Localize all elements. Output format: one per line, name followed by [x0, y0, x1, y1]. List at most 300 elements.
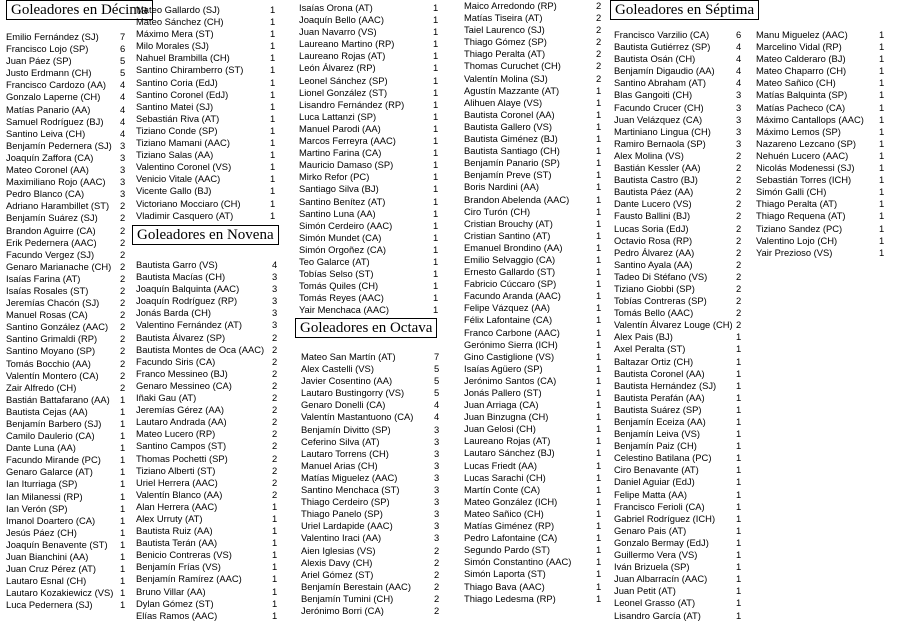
goal-count: 1 [596, 169, 602, 181]
scorer-row [136, 428, 278, 440]
player-name: Luca Pedernera (SJ) [6, 599, 93, 611]
player-name: Santino Coria (EdJ) [136, 76, 218, 88]
player-name: Bruno Villar (AA) [136, 585, 206, 597]
goal-count: 1 [736, 536, 742, 548]
scorer-row [6, 225, 126, 237]
goal-count: 2 [272, 428, 278, 440]
scorer-row [299, 135, 439, 147]
scorer-row [464, 290, 604, 302]
scorer-row [6, 370, 126, 382]
player-name: Nicolás Modenessi (SJ) [756, 162, 855, 174]
scorer-row [614, 319, 744, 331]
scorer-row [299, 75, 439, 87]
scorer-row [614, 537, 744, 549]
player-name: Bautista Osán (CH) [614, 53, 696, 65]
goal-count: 1 [596, 568, 602, 580]
scorer-row [6, 237, 126, 249]
scorer-row [6, 31, 126, 43]
player-name: Juan Páez (SP) [6, 55, 72, 67]
goal-count: 1 [120, 575, 126, 587]
scorer-row [614, 597, 744, 609]
scorer-row [614, 114, 744, 126]
scorer-row [614, 404, 744, 416]
goal-count: 2 [736, 246, 742, 258]
player-name: Ian Milanessi (RP) [6, 490, 83, 502]
scorer-row [756, 102, 886, 114]
scorer-row [301, 387, 441, 399]
goal-count: 4 [736, 53, 742, 65]
goal-count: 1 [736, 524, 742, 536]
goal-count: 1 [433, 195, 439, 207]
player-name: Venicio Vitale (AAC) [136, 173, 221, 185]
player-name: Genaro Marianache (CH) [6, 260, 112, 272]
player-name: Mateo Coronel (AA) [6, 164, 89, 176]
player-name: Facundo Crucer (CH) [614, 101, 704, 113]
player-name: Bautista Garro (VS) [136, 259, 218, 270]
player-name: Santino Chiramberro (ST) [136, 64, 244, 76]
goal-count: 2 [120, 357, 126, 369]
goal-count: 1 [736, 597, 742, 609]
scorer-row [614, 89, 744, 101]
scorer-row [299, 38, 439, 50]
player-name: Valentino Coronel (VS) [136, 161, 232, 173]
scorer-row [301, 557, 441, 569]
player-name: Jerónimo Borri (CA) [301, 604, 384, 616]
player-name: Manuel Arias (CH) [301, 459, 378, 471]
scorer-row [756, 174, 886, 186]
goal-count: 1 [433, 14, 439, 26]
scorer-row [301, 460, 441, 472]
goal-count: 5 [434, 387, 440, 399]
goal-count: 1 [433, 231, 439, 243]
player-name: Cristian Brouchy (AT) [464, 217, 553, 229]
goal-count: 3 [434, 520, 440, 532]
scorer-row [136, 392, 278, 404]
goal-count: 1 [596, 592, 602, 604]
player-name: Santino Campos (ST) [136, 440, 227, 452]
player-name: Valentino Lojo (CH) [756, 234, 838, 246]
scorer-row [301, 472, 441, 484]
scorer-row [464, 508, 604, 520]
player-name: Juan Albarracín (AAC) [614, 573, 708, 585]
goal-count: 3 [120, 176, 126, 188]
goal-count: 1 [736, 609, 742, 621]
player-name: Juan Arriaga (CA) [464, 399, 539, 411]
scorer-row [464, 12, 604, 24]
scorer-row [6, 104, 126, 116]
player-name: Guillermo Vera (VS) [614, 549, 698, 561]
player-name: León Álvarez (RP) [299, 62, 376, 74]
player-name: Santino Coronel (EdJ) [136, 88, 229, 100]
goal-count: 2 [736, 270, 742, 282]
goal-count: 1 [272, 597, 278, 609]
player-name: Ariel Gómez (ST) [301, 568, 374, 580]
scorer-row [614, 138, 744, 150]
goal-count: 1 [272, 500, 278, 512]
scorer-list-novena-b [299, 2, 439, 316]
goal-count: 1 [736, 331, 742, 343]
goal-count: 1 [596, 278, 602, 290]
scorer-row [6, 309, 126, 321]
goal-count: 2 [272, 379, 278, 391]
player-name: Camilo Daulerio (CA) [6, 430, 95, 442]
player-name: Matías Panario (AA) [6, 103, 91, 115]
scorer-row [6, 563, 126, 575]
scorer-row [464, 375, 604, 387]
player-name: Boris Nardini (AA) [464, 181, 540, 193]
player-name: Uriel Lardapide (AAC) [301, 520, 393, 532]
scorer-row [6, 297, 126, 309]
goal-count: 1 [736, 379, 742, 391]
goal-count: 2 [596, 60, 602, 72]
scorer-row [464, 0, 604, 12]
scorer-row [301, 411, 441, 423]
goal-count: 1 [120, 418, 126, 429]
scorer-row [614, 259, 744, 271]
player-name: Jesús Páez (CH) [6, 526, 77, 538]
goal-count: 1 [879, 222, 885, 234]
goal-count: 2 [120, 333, 126, 345]
scorer-row [301, 593, 441, 605]
scorer-row [464, 399, 604, 411]
player-name: Alex Urruty (AT) [136, 512, 203, 524]
player-name: Celestino Batilana (PC) [614, 452, 712, 464]
goal-count: 1 [120, 538, 126, 550]
goal-count: 2 [120, 212, 126, 224]
scorer-row [6, 503, 126, 515]
goal-count: 2 [120, 260, 126, 272]
goal-count: 1 [272, 585, 278, 597]
player-name: Benjamín Digaudio (AA) [614, 65, 715, 77]
goal-count: 1 [433, 26, 439, 38]
goal-count: 1 [879, 234, 885, 246]
player-name: Maico Arredondo (RP) [464, 0, 557, 11]
goal-count: 2 [736, 307, 742, 319]
player-name: Benjamín Berestain (AAC) [301, 580, 411, 592]
goal-count: 1 [433, 135, 439, 147]
player-name: Santino Matei (SJ) [136, 100, 214, 112]
scorer-row [136, 573, 278, 585]
scorer-row [756, 247, 886, 259]
goal-count: 1 [270, 149, 276, 161]
goal-count: 3 [272, 307, 278, 319]
goal-count: 2 [596, 48, 602, 60]
scorer-row [136, 537, 278, 549]
player-name: Bautista Cejas (AA) [6, 405, 88, 417]
goal-count: 1 [596, 435, 602, 447]
scorer-row [614, 380, 744, 392]
player-name: Juan Velázquez (CA) [614, 113, 703, 125]
scorer-row [614, 513, 744, 525]
player-name: Thiago Gómez (SP) [464, 36, 547, 48]
scorer-row [136, 368, 278, 380]
scorer-row [6, 91, 126, 103]
scorer-row [464, 36, 604, 48]
player-name: Agustín Mazzante (AT) [464, 84, 560, 96]
scorer-row [6, 176, 126, 188]
player-name: Felipe Vázquez (AA) [464, 302, 550, 314]
goal-count: 2 [736, 162, 742, 174]
player-name: Bautista Gutiérrez (SP) [614, 41, 711, 53]
scorer-row [299, 280, 439, 292]
goal-count: 1 [433, 304, 439, 316]
goal-count: 2 [272, 331, 278, 343]
player-name: Juan Cruz Pérez (AT) [6, 563, 96, 575]
player-name: Lucas Friedt (AA) [464, 459, 537, 471]
player-name: Simón Laporta (ST) [464, 568, 546, 580]
goal-count: 1 [736, 416, 742, 427]
goal-count: 2 [736, 174, 742, 186]
player-name: Gonzalo Bermay (EdJ) [614, 536, 709, 548]
player-name: Dante Luna (AA) [6, 442, 76, 454]
scorer-row [136, 283, 278, 295]
goal-count: 1 [433, 147, 439, 159]
goal-count: 2 [736, 149, 742, 161]
scorer-row [614, 416, 744, 428]
scorer-row [6, 116, 126, 128]
player-name: Martiniano Lingua (CH) [614, 125, 711, 137]
scorer-row [614, 440, 744, 452]
scorer-row [614, 102, 744, 114]
goal-count: 1 [433, 62, 439, 74]
scorer-row [6, 515, 126, 527]
player-name: Lucas Soria (EdJ) [614, 222, 689, 234]
goal-count: 1 [596, 580, 602, 592]
player-name: Santino Benítez (AT) [299, 195, 386, 207]
scorer-row [6, 587, 126, 599]
scorer-row [464, 145, 604, 157]
goal-count: 1 [433, 98, 439, 110]
scorer-row [301, 375, 441, 387]
scorer-row [464, 327, 604, 339]
goal-count: 4 [120, 91, 126, 103]
player-name: Juan Binzugna (CH) [464, 411, 549, 423]
player-name: Nazareno Lezcano (SP) [756, 137, 857, 149]
goal-count: 2 [272, 464, 278, 476]
player-name: Mateo Gallardo (SJ) [136, 4, 220, 15]
player-name: Fausto Ballini (BJ) [614, 210, 691, 222]
goal-count: 1 [433, 255, 439, 267]
player-name: Mateo Sánchez (CH) [136, 16, 224, 28]
player-name: Facundo Vergez (SJ) [6, 248, 95, 260]
player-name: Thiago Bava (AAC) [464, 580, 545, 592]
goal-count: 2 [434, 544, 440, 556]
scorer-row [614, 392, 744, 404]
goal-count: 1 [596, 374, 602, 386]
player-name: Santino Moyano (SP) [6, 345, 96, 357]
scorer-row [464, 363, 604, 375]
goal-count: 3 [272, 295, 278, 307]
goal-count: 2 [120, 369, 126, 381]
player-name: Imanol Doartero (CA) [6, 514, 96, 526]
player-name: Facundo Mirande (PC) [6, 454, 101, 466]
goal-count: 3 [434, 423, 440, 435]
goal-count: 4 [120, 103, 126, 115]
scorer-row [299, 111, 439, 123]
player-name: Dante Lucero (VS) [614, 198, 692, 210]
goal-count: 1 [433, 183, 439, 195]
player-name: Valentín Álvarez Louge (CH) [614, 319, 733, 331]
scorer-row [464, 556, 604, 568]
scorer-row [136, 52, 276, 64]
player-name: Benicio Contreras (VS) [136, 549, 232, 561]
player-name: Francisco Lojo (SP) [6, 43, 89, 55]
scorer-row [299, 256, 439, 268]
scorer-row [464, 206, 604, 218]
section-title-decima: Goleadores en Décima [6, 0, 153, 20]
player-name: Tiziano Sandez (PC) [756, 222, 843, 234]
goal-count: 1 [596, 120, 602, 132]
scorer-row [299, 196, 439, 208]
scorer-row [464, 60, 604, 72]
scorer-list-decima-a [6, 31, 126, 612]
goal-count: 1 [879, 246, 885, 258]
scorer-row [756, 198, 886, 210]
scorer-row [756, 53, 886, 65]
player-name: Octavio Rosa (RP) [614, 234, 693, 246]
player-name: Pedro Lafontaine (CA) [464, 532, 558, 544]
player-name: Lionel González (ST) [299, 86, 388, 98]
scorer-row [464, 85, 604, 97]
scorer-row [136, 40, 276, 52]
player-name: Benjamín Frías (VS) [136, 561, 221, 573]
goal-count: 3 [736, 125, 742, 137]
goal-count: 2 [120, 224, 126, 236]
player-name: Tadeo Di Stéfano (VS) [614, 270, 708, 282]
player-name: Yair Menchaca (AAC) [299, 304, 389, 316]
scorer-row [614, 247, 744, 259]
scorer-row [756, 29, 886, 41]
player-name: Alex Molina (VS) [614, 149, 684, 161]
goal-count: 1 [433, 207, 439, 219]
goal-count: 2 [120, 236, 126, 248]
goal-count: 1 [879, 210, 885, 222]
scorer-row [614, 610, 744, 622]
player-name: Matías Miguelez (AAC) [301, 471, 398, 483]
scorer-row [299, 244, 439, 256]
scorer-row [136, 271, 278, 283]
player-name: Iván Brizuela (SP) [614, 561, 690, 573]
goal-count: 2 [736, 186, 742, 198]
scorer-row [464, 411, 604, 423]
goal-count: 1 [433, 2, 439, 13]
scorer-row [614, 464, 744, 476]
player-name: Ceferino Silva (AT) [301, 435, 380, 447]
player-name: Bautista Álvarez (SP) [136, 331, 226, 343]
scorer-row [614, 235, 744, 247]
player-name: Santino Ayala (AA) [614, 258, 693, 270]
player-name: Lucas Sarachi (CH) [464, 471, 546, 483]
player-name: Bautista Ruiz (AA) [136, 525, 213, 537]
scorer-row [136, 28, 276, 40]
scorer-row [464, 581, 604, 593]
player-name: Samuel Rodríguez (BJ) [6, 115, 104, 127]
player-name: Laureano Rojas (AT) [299, 50, 386, 62]
player-name: Gino Castiglione (VS) [464, 350, 555, 362]
scorer-row [6, 273, 126, 285]
player-name: Santino Luna (AA) [299, 207, 376, 219]
scorer-row [464, 447, 604, 459]
player-name: Lautaro Torrens (CH) [301, 447, 389, 459]
scorer-row [299, 123, 439, 135]
goal-count: 1 [879, 29, 885, 40]
scorer-row [299, 292, 439, 304]
goal-count: 1 [120, 551, 126, 563]
goal-count: 1 [879, 137, 885, 149]
scorer-row [299, 220, 439, 232]
player-name: Juan Bianchini (AA) [6, 551, 89, 563]
player-name: Bautista Coronel (AA) [464, 108, 555, 120]
goal-count: 1 [596, 423, 602, 435]
scorer-row [136, 356, 278, 368]
scorer-row [136, 77, 276, 89]
scorer-row [614, 501, 744, 513]
player-name: Genaro Donelli (CA) [301, 399, 386, 411]
scorer-row [614, 452, 744, 464]
scorer-row [464, 568, 604, 580]
scorer-row [614, 525, 744, 537]
player-name: Francisco Varzilio (CA) [614, 29, 710, 40]
scorer-row [6, 200, 126, 212]
goal-count: 2 [120, 200, 126, 212]
player-name: Emanuel Brondino (AA) [464, 241, 563, 253]
player-name: Marcelino Vidal (RP) [756, 41, 842, 53]
player-name: Lisandro García (AT) [614, 609, 701, 621]
scorer-row [136, 210, 276, 222]
player-name: Bautista Giménez (BJ) [464, 133, 558, 145]
scorer-row [464, 24, 604, 36]
scorer-row [301, 569, 441, 581]
goal-count: 2 [736, 210, 742, 222]
scorer-row [136, 549, 278, 561]
scorer-row [301, 520, 441, 532]
scorer-row [614, 585, 744, 597]
player-name: Martino Farina (CA) [299, 147, 382, 159]
goal-count: 1 [879, 65, 885, 77]
player-name: Thiago Peralta (AT) [464, 48, 546, 60]
goal-count: 1 [120, 526, 126, 538]
goal-count: 1 [736, 343, 742, 355]
scorer-row [614, 198, 744, 210]
scorer-row [464, 593, 604, 605]
scorer-row [136, 380, 278, 392]
player-name: Genaro Galarce (AT) [6, 466, 93, 478]
scorer-row [6, 333, 126, 345]
goal-count: 1 [736, 561, 742, 573]
player-name: Bautista Montes de Oca (AAC) [136, 343, 265, 355]
player-name: Juan Gelosi (CH) [464, 423, 536, 435]
player-name: Tiziano Alberti (ST) [136, 464, 216, 476]
player-name: Thomas Curuchet (CH) [464, 60, 561, 72]
player-name: Elías Ramos (AAC) [136, 609, 218, 621]
scorer-row [464, 544, 604, 556]
goal-count: 1 [596, 544, 602, 556]
scorer-row [464, 435, 604, 447]
scorer-row [464, 194, 604, 206]
player-name: Manu Miguelez (AAC) [756, 29, 848, 40]
goal-count: 5 [120, 55, 126, 67]
scorer-row [464, 278, 604, 290]
player-name: Blas Gangoiti (CH) [614, 89, 693, 101]
scorer-row [614, 53, 744, 65]
player-name: Juan Navarro (VS) [299, 26, 377, 38]
scorer-row [136, 404, 278, 416]
goal-count: 3 [120, 188, 126, 200]
player-name: Mateo Sañico (CH) [756, 77, 836, 89]
player-name: Leonel Grasso (AT) [614, 597, 696, 609]
scorer-row [136, 453, 278, 465]
goal-count: 1 [120, 587, 126, 599]
